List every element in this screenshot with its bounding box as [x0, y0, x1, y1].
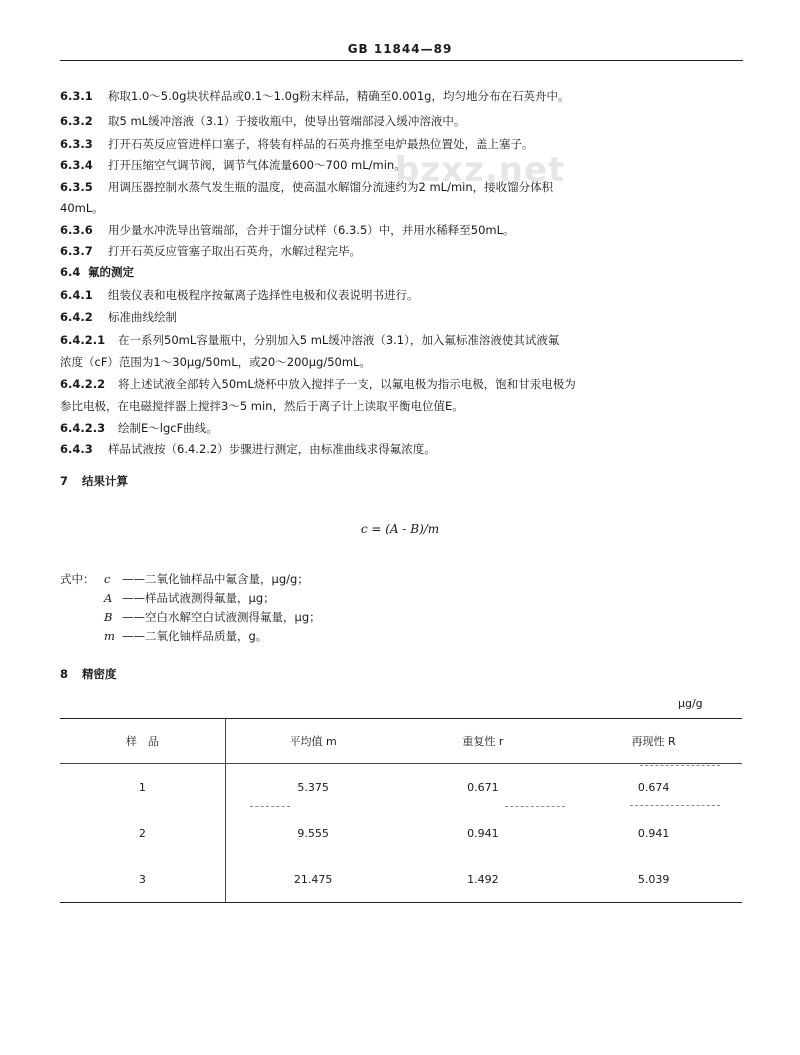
clause-6-3-7	[60, 243, 740, 259]
clause-text-continuation: 40mL。	[60, 201, 104, 215]
clause-6-4-2-2-cont	[60, 398, 740, 414]
clause-number: 6.3.4	[60, 158, 93, 172]
column-header-reproducibility: 再现性 R	[565, 719, 742, 764]
table-unit: μg/g	[678, 697, 703, 710]
legend-row-m	[60, 628, 740, 644]
column-header-repeatability: 重复性 r	[400, 719, 565, 764]
clause-6-3-5	[60, 179, 740, 195]
scan-artifact-line	[640, 765, 720, 766]
clause-number: 6.4.1	[60, 288, 93, 302]
cell-mean: 5.375	[297, 780, 329, 794]
clause-6-4-2-1	[60, 332, 740, 348]
cell-reproducibility: 0.674	[637, 780, 670, 794]
legend-row-c	[60, 571, 740, 587]
section-7-heading	[60, 473, 740, 489]
cell-reproducibility: 5.039	[565, 856, 742, 903]
clause-6-4-1	[60, 287, 740, 303]
clause-text: 在一系列50mL容量瓶中，分别加入5 mL缓冲溶液（3.1），加入氟标准溶液使其试液氟	[118, 333, 560, 347]
cell-reproducibility: 0.941	[637, 826, 670, 840]
clause-number: 6.3.5	[60, 180, 93, 194]
cell-repeatability: 0.941	[467, 826, 499, 840]
section-number: 8	[60, 667, 69, 681]
clause-6-4-2-3	[60, 420, 740, 436]
table-row	[60, 810, 742, 856]
clause-text: 打开石英反应管进样口塞子，将装有样品的石英舟推至电炉最热位置处，盖上塞子。	[108, 137, 534, 151]
clause-number: 6.4.3	[60, 442, 93, 456]
clause-6-3-4	[60, 157, 740, 173]
clause-text: 标准曲线绘制	[108, 310, 177, 324]
scan-artifact-line	[505, 806, 565, 807]
cell-repeatability: 0.671	[467, 780, 499, 794]
table-row	[60, 856, 742, 903]
section-6-4-heading	[60, 264, 740, 280]
clause-text: 绘制E～lgcF曲线。	[118, 421, 218, 435]
legend-row-b	[60, 609, 740, 625]
legend-intro: 式中：	[60, 572, 95, 586]
legend-symbol: A	[104, 591, 113, 605]
scan-artifact-line	[630, 805, 720, 806]
clause-6-4-3	[60, 441, 740, 457]
clause-text: 用少量水冲洗导出管端部，合并于馏分试样（6.3.5）中，并用水稀释至50mL。	[108, 223, 515, 237]
clause-text: 样品试液按（6.4.2.2）步骤进行测定，由标准曲线求得氟浓度。	[108, 442, 436, 456]
clause-text-continuation: 参比电极，在电磁搅拌器上搅拌3～5 min，然后于离子计上读取平衡电位值E。	[60, 399, 464, 413]
column-header-mean: 平均值 m	[225, 719, 400, 764]
legend-symbol: B	[104, 610, 113, 624]
section-title: 氟的测定	[88, 265, 134, 279]
table-header-row	[60, 719, 742, 764]
section-number: 6.4	[60, 265, 81, 279]
clause-number: 6.4.2.2	[60, 377, 106, 391]
clause-number: 6.3.2	[60, 114, 93, 128]
scan-artifact-line	[250, 806, 290, 807]
clause-6-3-5-cont	[60, 200, 740, 216]
clause-text: 将上述试液全部转入50mL烧杯中放入搅拌子一支，以氟电极为指示电极，饱和甘汞电极为	[118, 377, 576, 391]
clause-number: 6.3.7	[60, 244, 93, 258]
section-8-heading	[60, 666, 740, 682]
section-number: 7	[60, 474, 69, 488]
section-title: 结果计算	[82, 474, 128, 488]
clause-text: 打开压缩空气调节阀，调节气体流量600～700 mL/min。	[108, 158, 406, 172]
result-formula: c = (A - B)/m	[360, 522, 440, 536]
clause-6-4-2-1-cont	[60, 354, 740, 370]
legend-symbol: c	[104, 572, 111, 586]
clause-number: 6.4.2	[60, 310, 93, 324]
legend-description: ——二氧化铀样品质量，g。	[122, 629, 268, 643]
clause-number: 6.3.6	[60, 223, 93, 237]
clause-number: 6.3.1	[60, 89, 93, 103]
clause-number: 6.3.3	[60, 137, 93, 151]
cell-mean: 21.475	[225, 856, 400, 903]
clause-text: 用调压器控制水蒸气发生瓶的温度，使高温水解馏分流速约为2 mL/min，接收馏分体积	[108, 180, 554, 194]
cell-sample: 1	[60, 764, 225, 811]
clause-6-3-3	[60, 136, 740, 152]
watermark: bzxz.net	[395, 150, 566, 190]
clause-text: 打开石英反应管塞子取出石英舟，水解过程完毕。	[108, 244, 361, 258]
clause-number: 6.4.2.3	[60, 421, 106, 435]
clause-text: 称取1.0～5.0g块状样品或0.1～1.0g粉末样品，精确至0.001g，均匀地分布在石英舟中。	[108, 89, 570, 103]
table-row	[60, 764, 742, 811]
cell-mean: 9.555	[297, 826, 329, 840]
legend-row-a	[60, 590, 740, 606]
legend-description: ——空白水解空白试液测得氟量，μg；	[122, 610, 321, 624]
cell-sample: 2	[60, 810, 225, 856]
document-header: GB 11844—89	[347, 42, 453, 56]
legend-description: ——样品试液测得氟量，μg；	[122, 591, 275, 605]
cell-repeatability: 1.492	[400, 856, 565, 903]
legend-symbol: m	[104, 629, 115, 643]
clause-6-3-1	[60, 88, 740, 104]
section-title: 精密度	[82, 667, 117, 681]
clause-number: 6.4.2.1	[60, 333, 106, 347]
clause-6-3-6	[60, 222, 740, 238]
clause-6-4-2	[60, 309, 740, 325]
column-header-sample: 样 品	[60, 719, 225, 764]
clause-6-4-2-2	[60, 376, 740, 392]
clause-6-3-2	[60, 113, 740, 129]
legend-description: ——二氧化铀样品中氟含量，μg/g；	[122, 572, 309, 586]
clause-text: 取5 mL缓冲溶液（3.1）于接收瓶中，使导出管端部浸入缓冲溶液中。	[108, 114, 466, 128]
precision-table	[60, 718, 742, 903]
clause-text-continuation: 浓度（cF）范围为1～30μg/50mL，或20～200μg/50mL。	[60, 355, 371, 369]
clause-text: 组装仪表和电极程序按氟离子选择性电极和仪表说明书进行。	[108, 288, 419, 302]
cell-sample: 3	[60, 856, 225, 903]
header-rule	[60, 60, 743, 61]
